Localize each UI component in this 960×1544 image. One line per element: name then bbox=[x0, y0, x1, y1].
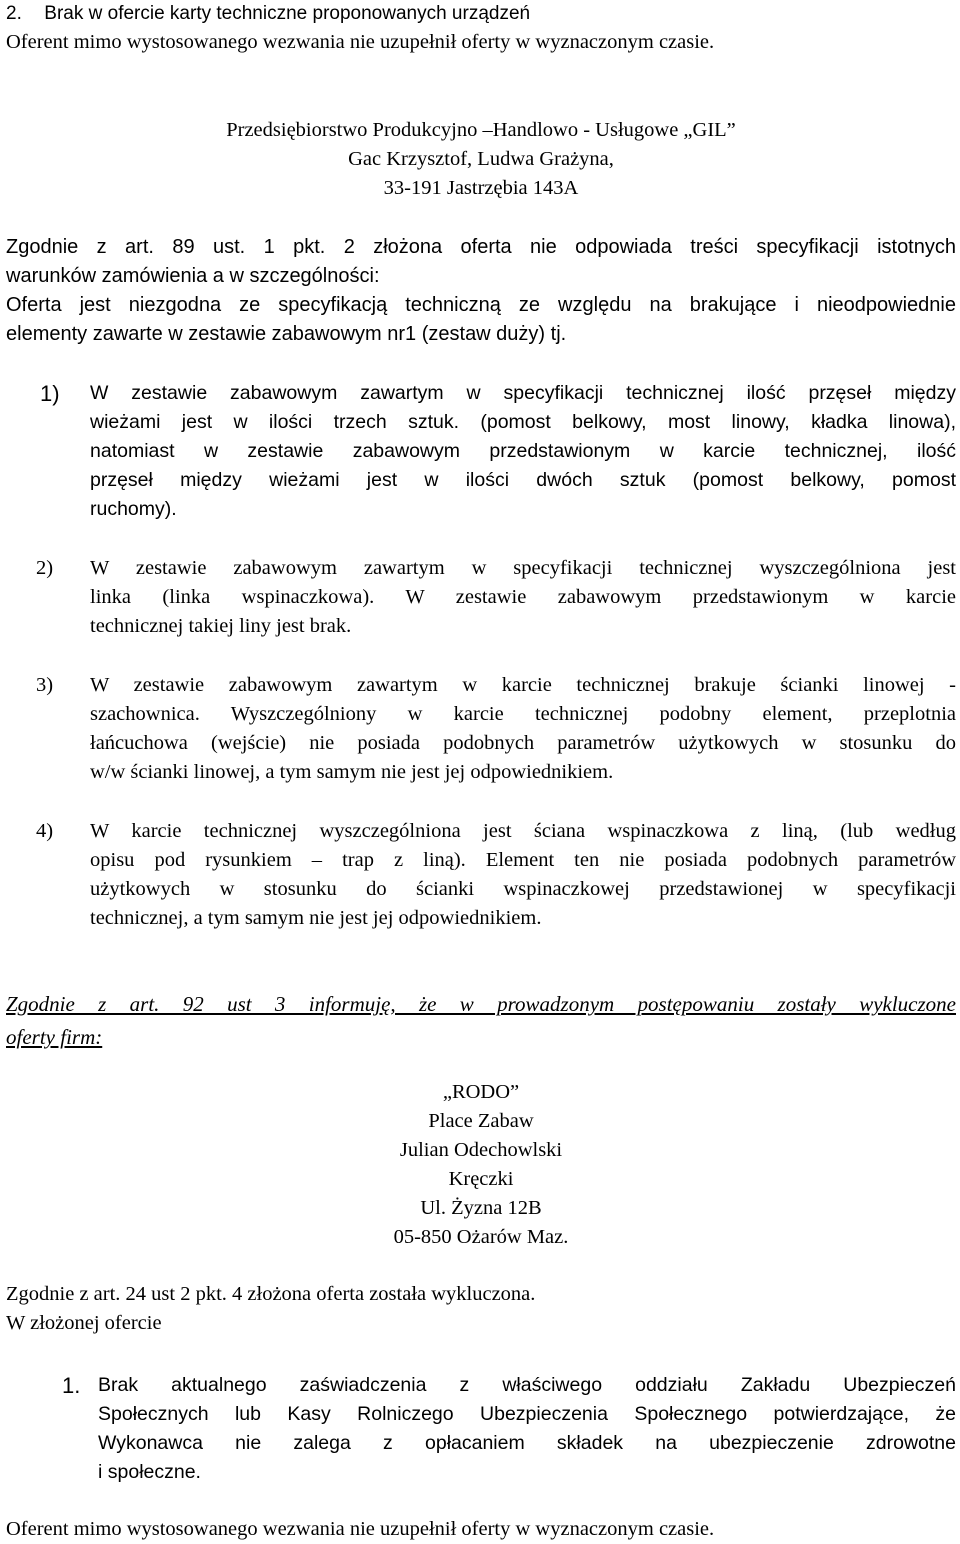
list-item-2-line: W zestawie zabawowym zawartym w specyfikacji technicznej wyszczególniona jest bbox=[90, 557, 956, 579]
art24-line1: Zgodnie z art. 24 ust 2 pkt. 4 złożona oferta została wykluczona. bbox=[6, 1283, 536, 1305]
list-item-2-line: technicznej takiej liny jest brak. bbox=[90, 615, 352, 637]
final-list-item-line: Brak aktualnego zaświadczenia z właściwego oddziału Zakładu Ubezpieczeń bbox=[98, 1374, 956, 1396]
company-rodo-name: „RODO” bbox=[442, 1081, 520, 1103]
exclusion-heading-line2: oferty firm: bbox=[6, 1025, 103, 1049]
art89-body-line1: Oferta jest niezgodna ze specyfikacją techniczną ze względu na brakujące i nieodpowiednie bbox=[6, 294, 956, 316]
final-list-item-marker: 1. bbox=[62, 1373, 81, 1398]
item-2-text: Brak w ofercie karty techniczne proponowanych urządzeń bbox=[44, 3, 531, 24]
list-item-3-line: szachownica. Wyszczególniony w karcie technicznej podobny element, przeplotnia bbox=[90, 703, 956, 725]
list-item-4-line: technicznej, a tym samym nie jest jej odpowiednikiem. bbox=[90, 907, 542, 929]
company-rodo-street: Ul. Żyzna 12B bbox=[420, 1197, 542, 1219]
final-list-item-line: i społeczne. bbox=[98, 1461, 201, 1483]
not-completed-bottom: Oferent mimo wystosowanego wezwania nie uzupełnił oferty w wyznaczonym czasie. bbox=[6, 1518, 715, 1540]
art89-intro-line1: Zgodnie z art. 89 ust. 1 pkt. 2 złożona oferta nie odpowiada treści specyfikacji istotnych bbox=[6, 236, 956, 258]
list-item-3 bbox=[6, 671, 956, 787]
list-item-3-line: w/w ścianki linowej, a tym samym nie jest jej odpowiednikiem. bbox=[90, 761, 614, 783]
final-list-item-line: Wykonawca nie zalega z opłacaniem składek na ubezpieczenie zdrowotne bbox=[98, 1432, 956, 1454]
exclusion-heading bbox=[6, 990, 956, 1052]
art89-body-line2: elementy zawarte w zestawie zabawowym nr1 (zestaw duży) tj. bbox=[6, 323, 567, 345]
list-item-1-line: W zestawie zabawowym zawartym w specyfikacji technicznej ilość przęseł między bbox=[90, 382, 956, 404]
list-item-4-marker: 4) bbox=[36, 820, 54, 842]
exclusion-heading-line1: Zgodnie z art. 92 ust 3 informuję, że w prowadzonym postępowaniu zostały wykluczone bbox=[6, 992, 956, 1016]
list-item-4-line: W karcie technicznej wyszczególniona jest ściana wspinaczkowa z liną, (lub według bbox=[90, 820, 956, 842]
final-list-item-line: Społecznych lub Kasy Rolniczego Ubezpieczenia Społecznego potwierdzające, że bbox=[98, 1403, 956, 1425]
list-item-1-line: natomiast w zestawie zabawowym przedstawionym w karcie technicznej, ilość bbox=[90, 440, 956, 462]
list-item-1-line: wieżami jest w ilości trzech sztuk. (pomost belkowy, most linowy, kładka linowa), bbox=[90, 411, 956, 433]
list-item-1-line: ruchomy). bbox=[90, 498, 177, 520]
final-list-item bbox=[6, 1371, 956, 1487]
list-item-3-marker: 3) bbox=[36, 674, 54, 696]
company-rodo-line: Place Zabaw bbox=[428, 1110, 534, 1132]
list-item-1-marker: 1) bbox=[40, 381, 60, 406]
list-item-2-line: linka (linka wspinaczkowa). W zestawie zabawowym przedstawionym w karcie bbox=[90, 586, 956, 608]
company-rodo-owner: Julian Odechowlski bbox=[399, 1139, 563, 1161]
item-2-line bbox=[6, 0, 956, 28]
list-item-2 bbox=[6, 554, 956, 641]
company-gil-block bbox=[6, 116, 956, 203]
art89-paragraph bbox=[6, 233, 956, 349]
list-item-1 bbox=[6, 379, 956, 524]
list-item-4-line: użytkowych w stosunku do ścianki wspinaczkowej przedstawionej w specyfikacji bbox=[90, 878, 956, 900]
company-gil-owners: Gac Krzysztof, Ludwa Grażyna, bbox=[348, 148, 614, 170]
company-gil-name: Przedsiębiorstwo Produkcyjno –Handlowo - Usługowe „GIL” bbox=[226, 119, 736, 141]
company-gil-address: 33-191 Jastrzębia 143A bbox=[383, 177, 579, 199]
not-completed-top: Oferent mimo wystosowanego wezwania nie uzupełnił oferty w wyznaczonym czasie. bbox=[6, 31, 715, 53]
list-item-3-line: łańcuchowa (wejście) nie posiada podobnych parametrów użytkowych w stosunku do bbox=[90, 732, 956, 754]
item-2-number: 2. bbox=[6, 3, 22, 24]
art89-intro-line2: warunków zamówienia a w szczególności: bbox=[6, 265, 380, 287]
list-item-3-line: W zestawie zabawowym zawartym w karcie technicznej brakuje ścianki linowej - bbox=[90, 674, 956, 696]
company-rodo-block bbox=[6, 1078, 956, 1252]
list-item-1-line: przęseł między wieżami jest w ilości dwóch sztuk (pomost belkowy, pomost bbox=[90, 469, 956, 491]
art24-line2: W złożonej ofercie bbox=[6, 1312, 162, 1334]
list-item-4 bbox=[6, 817, 956, 933]
company-rodo-line: Kręczki bbox=[448, 1168, 514, 1190]
company-rodo-postcode: 05-850 Ożarów Maz. bbox=[393, 1226, 569, 1248]
list-item-4-line: opisu pod rysunkiem – trap z liną). Element ten nie posiada podobnych parametrów bbox=[90, 849, 956, 871]
document-page bbox=[6, 0, 956, 1544]
art24-paragraph bbox=[6, 1280, 956, 1338]
list-item-2-marker: 2) bbox=[36, 557, 54, 579]
